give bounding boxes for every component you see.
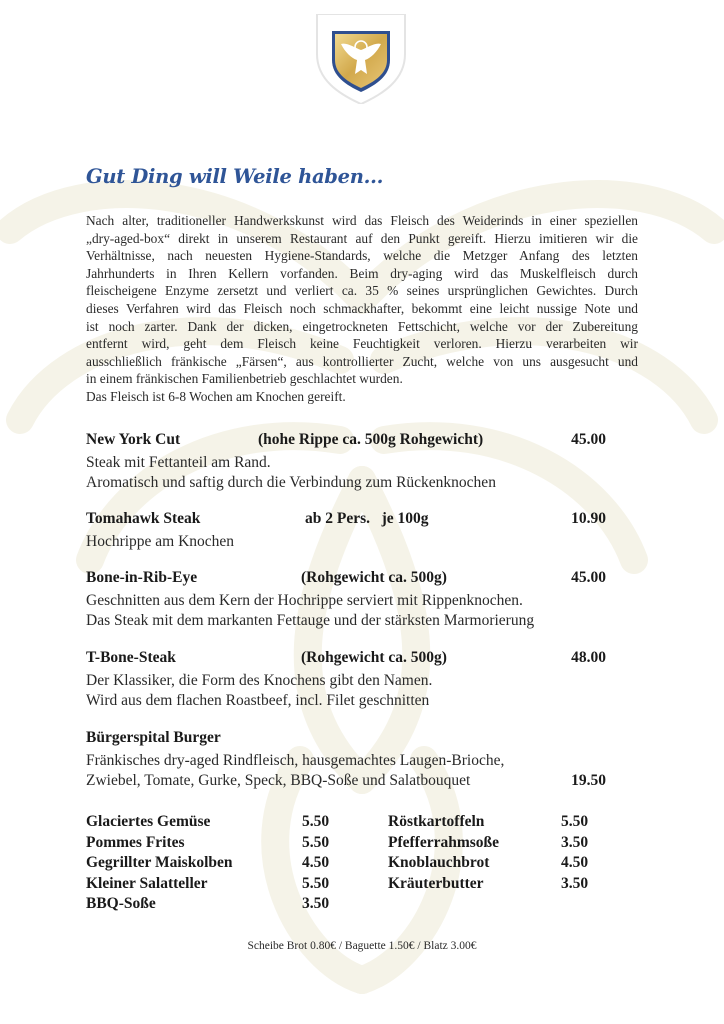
item-name: Bone-in-Rib-Eye — [86, 569, 198, 586]
side-item: Gegrillter Maiskolben 4.50 — [86, 854, 330, 871]
item-note: (Rohgewicht ca. 500g) — [301, 649, 447, 666]
intro-line: in einem fränkischen Familienbetrieb geschlachtet wurden. — [86, 371, 403, 387]
item-description: Fränkisches dry-aged Rindfleisch, hausgemachtes Laugen-Brioche, — [86, 752, 505, 769]
intro-line: ist noch zarter. Dank der dicken, eingetrockneten Fettschicht, welche vor der Zubereitung — [86, 318, 638, 334]
item-description: Hochrippe am Knochen — [86, 533, 235, 550]
item-description-with-price — [86, 771, 606, 791]
item-note: ab 2 Pers. je 100g — [305, 510, 429, 527]
item-description: Aromatisch und saftig durch die Verbindung zum Rückenknochen — [86, 474, 496, 491]
dove-shield-logo-icon — [313, 14, 409, 104]
intro-line: Verhältnisse, nach neuesten Hygiene-Standards, welche die Metzger Anfang des letzten — [86, 248, 638, 264]
menu-item-buergerspital-burger — [86, 729, 606, 791]
intro-line: entfernt wird, geht dem Fleisch keine Feuchtigkeit verloren. Hierzu verarbeiten wir — [86, 336, 638, 352]
intro-paragraph — [86, 212, 638, 406]
item-description: Wird aus dem flachen Roastbeef, incl. Filet geschnitten — [86, 692, 430, 709]
intro-line: Nach alter, traditioneller Handwerkskunst wird das Fleisch des Weiderinds in einer speziellen — [86, 213, 638, 228]
intro-line: „dry-aged-box“ direkt in unserem Restaurant auf den Punkt gereift. Hierzu imitieren wir die — [86, 230, 638, 246]
item-name: Bürgerspital Burger — [86, 729, 221, 746]
item-description: Geschnitten aus dem Kern der Hochrippe serviert mit Rippenknochen. — [86, 592, 523, 609]
intro-line: Jahrhunderts in Ihren Kellern vorfanden. Beim dry-aging wird das Muskelfleisch durch — [86, 265, 638, 281]
intro-line: dieses Verfahren wird das Fleisch noch schmackhafter, bekommt eine leicht nussige Note und — [86, 300, 638, 316]
menu-item-tomahawk-steak — [86, 510, 606, 552]
item-name: Tomahawk Steak — [86, 510, 201, 527]
item-note: (hohe Rippe ca. 500g Rohgewicht) — [258, 431, 484, 448]
item-price: 48.00 — [571, 649, 606, 666]
side-item: BBQ-Soße 3.50 — [86, 895, 330, 912]
item-note: (Rohgewicht ca. 500g) — [301, 569, 447, 586]
item-name: New York Cut — [86, 431, 181, 448]
side-item: Pfefferrahmsoße 3.50 — [388, 833, 589, 851]
side-item: Knoblauchbrot 4.50 — [388, 854, 589, 871]
side-item: Kleiner Salatteller 5.50 — [86, 874, 330, 892]
item-description: Der Klassiker, die Form des Knochens gibt den Namen. — [86, 672, 433, 689]
item-price: 45.00 — [571, 569, 606, 586]
item-name: T-Bone-Steak — [86, 649, 176, 666]
side-item: Pommes Frites 5.50 — [86, 833, 330, 851]
item-description: Das Steak mit dem markanten Fettauge und der stärksten Marmorierung — [86, 612, 535, 629]
side-dishes-right-column — [388, 813, 606, 895]
item-price: 10.90 — [571, 510, 606, 527]
side-item: Röstkartoffeln 5.50 — [388, 813, 589, 830]
intro-line: fleischeigene Enzyme zersetzt und verliert ca. 35 % seines ursprünglichen Gewichtes. Durch — [86, 283, 638, 299]
menu-item-new-york-cut — [86, 431, 606, 493]
side-item: Kräuterbutter 3.50 — [388, 874, 589, 892]
menu-item-bone-in-rib-eye — [86, 569, 606, 631]
side-item: Glaciertes Gemüse 5.50 — [86, 813, 330, 830]
menu-item-t-bone-steak — [86, 649, 606, 711]
side-dishes-left-column — [86, 813, 336, 916]
item-description: Steak mit Fettanteil am Rand. — [86, 454, 271, 471]
item-price: 45.00 — [571, 431, 606, 448]
item-description: Zwiebel, Tomate, Gurke, Speck, BBQ-Soße und Salatbouquet — [86, 772, 471, 789]
bread-prices-footer: Scheibe Brot 0.80€ / Baguette 1.50€ / Blatz 3.00€ — [247, 940, 477, 952]
page-title: Gut Ding will Weile haben... — [86, 165, 384, 188]
intro-line: ausschließlich fränkische „Färsen“, aus kontrollierter Zucht, welche von uns ausgesucht und — [86, 353, 638, 369]
item-price: 19.50 — [571, 772, 606, 789]
intro-line: Das Fleisch ist 6-8 Wochen am Knochen gereift. — [86, 388, 346, 404]
